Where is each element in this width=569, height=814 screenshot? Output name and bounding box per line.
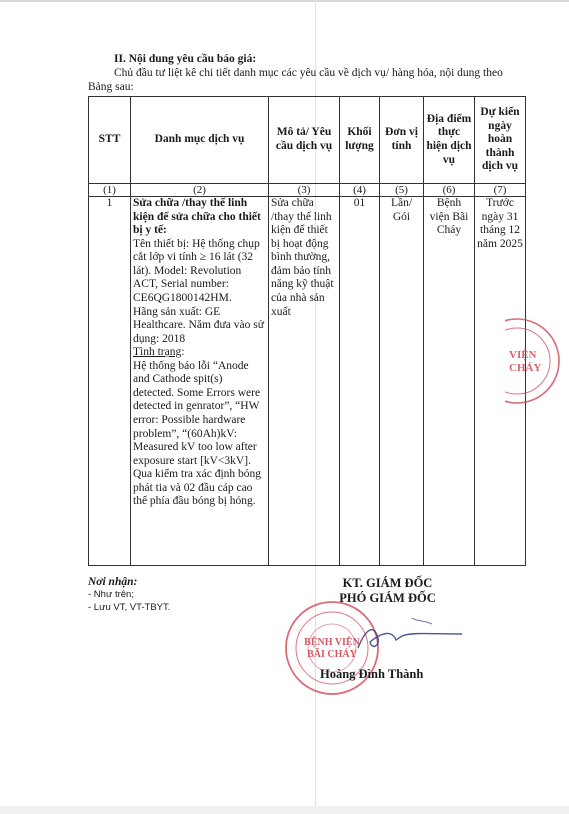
status-colon: : xyxy=(181,346,185,359)
stamp-text-2: BÃI CHÁY xyxy=(307,649,357,660)
cell-danh-muc xyxy=(131,197,269,566)
header-khoi-luong: Khối lượng xyxy=(340,97,380,184)
cell-khoi-luong: 01 xyxy=(340,197,380,566)
index-cell: (6) xyxy=(424,184,475,197)
cell-don-vi: Lần/ Gói xyxy=(380,197,424,566)
header-danh-muc: Danh mục dịch vụ xyxy=(131,97,269,184)
inspection-text: Qua kiểm tra xác định bóng phát tia và 02 đầu cáp cao thế phía đầu bóng bị hỏng. xyxy=(133,468,262,508)
index-cell: (5) xyxy=(380,184,424,197)
recipients-block xyxy=(88,576,170,614)
partial-stamp-text-1: VIỆN xyxy=(509,349,537,361)
partial-stamp-text-2: CHÁY xyxy=(509,362,542,374)
signature-role-1: KT. GIÁM ĐỐC xyxy=(342,576,433,590)
recipient-item: - Như trên; xyxy=(88,589,134,600)
partial-stamp xyxy=(505,316,565,406)
requirements-table xyxy=(88,96,526,566)
header-dia-diem: Địa điểm thực hiện dịch vụ xyxy=(424,97,475,184)
status-heading xyxy=(133,346,266,360)
device-info: Tên thiết bị: Hệ thống chụp cắt lớp vi tính ≥ 16 lát (32 lát). Model: Revolution ACT, Serial number: CE6QG1800142HM. xyxy=(133,237,260,304)
status-text: Hệ thống báo lỗi “Anode and Cathode spit(s) detected. Some Errors were detected in genrator”, “HW error: Possible hardware problem”, “(60Ah)kV: Measured kV too low after exposure start [kV<3kV]. xyxy=(133,359,261,467)
index-cell: (1) xyxy=(89,184,131,197)
recipients-title: Nơi nhận: xyxy=(88,576,138,588)
header-du-kien: Dự kiến ngày hoàn thành dịch vụ xyxy=(475,97,526,184)
index-cell: (3) xyxy=(269,184,340,197)
cell-stt: 1 xyxy=(89,197,131,566)
index-cell: (4) xyxy=(340,184,380,197)
cell-mo-ta: Sửa chữa /thay thế linh kiện để thiết bị hoạt động bình thường, đảm bảo tính năng kỹ thuật của nhà sản xuất xyxy=(269,197,340,566)
header-stt: STT xyxy=(89,97,131,184)
stamp-text-1: BỆNH VIỆN xyxy=(304,637,360,648)
scan-bottom-edge xyxy=(0,806,569,814)
top-edge-rule xyxy=(0,0,569,2)
cell-dia-diem: Bệnh viện Bãi Cháy xyxy=(424,197,475,566)
table-header-row xyxy=(89,97,526,184)
intro-text-line-2: Bảng sau: xyxy=(88,81,134,93)
signer-name: Hoàng Đình Thành xyxy=(320,667,424,681)
service-title: Sửa chữa /thay thế linh kiện để sửa chữa cho thiết bị y tế: xyxy=(133,197,261,237)
header-don-vi: Đơn vị tính xyxy=(380,97,424,184)
header-mo-ta: Mô tả/ Yêu cầu dịch vụ xyxy=(269,97,340,184)
index-cell: (7) xyxy=(475,184,526,197)
section-heading: II. Nội dung yêu cầu báo giá: xyxy=(114,53,257,65)
manufacturer-info: Hãng sản xuất: GE Healthcare. Năm đưa vào sử dụng: 2018 xyxy=(133,305,264,345)
intro-text-line-1: Chủ đầu tư liệt kê chi tiết danh mục các yêu cầu về dịch vụ/ hàng hóa, nội dung theo xyxy=(114,67,503,79)
table-index-row xyxy=(89,184,526,197)
cell-du-kien: Trước ngày 31 tháng 12 năm 2025 xyxy=(475,197,526,566)
index-cell: (2) xyxy=(131,184,269,197)
signature-role-2: PHÓ GIÁM ĐỐC xyxy=(339,591,436,605)
handwritten-signature xyxy=(352,618,467,658)
recipient-item: - Lưu VT, VT-TBYT. xyxy=(88,602,171,613)
table-row xyxy=(89,197,526,566)
status-label: Tình trạng xyxy=(133,346,182,359)
